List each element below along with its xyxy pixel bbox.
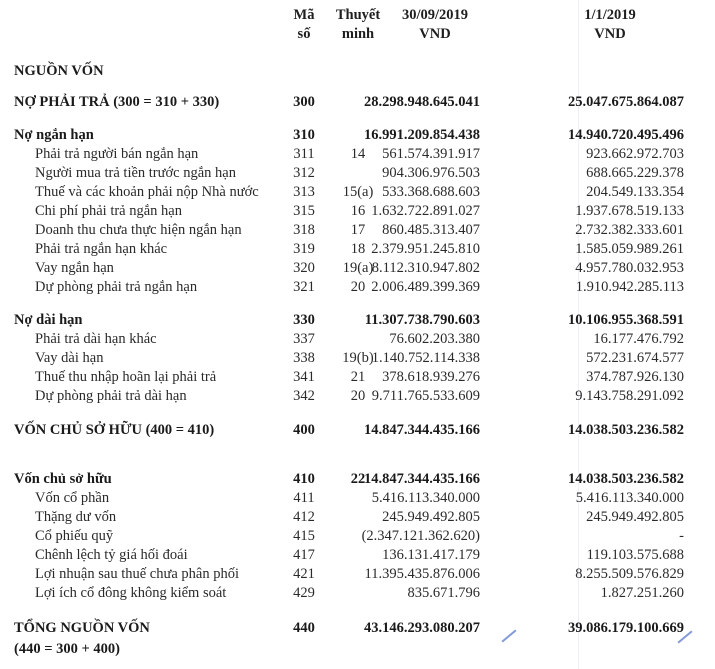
total-formula: (440 = 300 + 400) — [14, 641, 120, 657]
row-label: Cổ phiếu quỹ — [35, 528, 114, 544]
row-value-30-09-2019: 5.416.113.340.000 — [371, 490, 480, 506]
table-row — [0, 584, 715, 603]
row-value-1-1-2019: 1.585.059.989.261 — [575, 241, 684, 257]
row-value-1-1-2019: 14.940.720.495.496 — [568, 127, 684, 143]
row-value-1-1-2019: 688.665.229.378 — [586, 165, 684, 181]
row-code: 313 — [293, 184, 315, 200]
row-code: 320 — [293, 260, 315, 276]
row-value-1-1-2019: 16.177.476.792 — [593, 331, 684, 347]
row-value-1-1-2019: 1.910.942.285.113 — [575, 279, 684, 295]
row-value-1-1-2019: 10.106.955.368.591 — [568, 312, 684, 328]
row-value-1-1-2019: 9.143.758.291.092 — [575, 388, 684, 404]
row-label: NỢ PHẢI TRẢ (300 = 310 + 330) — [14, 94, 220, 110]
row-value-30-09-2019: 2.379.951.245.810 — [371, 241, 480, 257]
row-label: Chi phí phải trả ngắn hạn — [35, 203, 182, 219]
total-formula-row — [0, 640, 715, 659]
row-label: Dự phòng phải trả dài hạn — [35, 388, 187, 404]
row-code: 300 — [293, 94, 315, 110]
row-code: 337 — [293, 331, 315, 347]
row-label: Người mua trả tiền trước ngắn hạn — [35, 165, 236, 181]
row-value-30-09-2019: 835.671.796 — [407, 585, 480, 601]
table-row — [0, 145, 715, 164]
row-label: Chênh lệch tỷ giá hối đoái — [35, 547, 188, 563]
row-value-1-1-2019: 204.549.133.354 — [586, 184, 684, 200]
row-value-1-1-2019: 25.047.675.864.087 — [568, 94, 684, 110]
table-row — [0, 202, 715, 221]
row-value-30-09-2019: (2.347.121.362.620) — [361, 528, 480, 544]
row-value-30-09-2019: 561.574.391.917 — [382, 146, 480, 162]
row-note: 15(a) — [342, 184, 374, 200]
row-code: 440 — [293, 620, 315, 636]
row-label: Lợi ích cổ đông không kiểm soát — [35, 585, 227, 601]
row-value-30-09-2019: 43.146.293.080.207 — [364, 620, 480, 636]
table-row — [0, 221, 715, 240]
row-value-1-1-2019: 8.255.509.576.829 — [575, 566, 684, 582]
row-code: 410 — [293, 471, 315, 487]
row-code: 311 — [293, 146, 315, 162]
row-label: Thặng dư vốn — [35, 509, 117, 525]
row-note: 18 — [350, 241, 366, 257]
row-value-1-1-2019: 923.662.972.703 — [586, 146, 684, 162]
row-code: 319 — [293, 241, 315, 257]
row-label: Vốn cổ phần — [35, 490, 110, 506]
row-label: VỐN CHỦ SỞ HỮU (400 = 410) — [14, 422, 215, 438]
row-note: 19(b) — [342, 350, 374, 366]
row-value-1-1-2019: 572.231.674.577 — [586, 350, 684, 366]
row-note: 14 — [350, 146, 366, 162]
row-code: 310 — [293, 127, 315, 143]
header-note: Thuyết minh — [335, 7, 381, 42]
section-title: NGUỒN VỐN — [14, 63, 104, 79]
row-value-1-1-2019: 245.949.492.805 — [586, 509, 684, 525]
row-label: Vay dài hạn — [35, 350, 104, 366]
table-row — [0, 421, 715, 440]
row-value-1-1-2019: 2.732.382.333.601 — [575, 222, 684, 238]
row-code: 318 — [293, 222, 315, 238]
table-row — [0, 93, 715, 112]
table-row — [0, 368, 715, 387]
row-code: 312 — [293, 165, 315, 181]
row-value-30-09-2019: 14.847.344.435.166 — [364, 471, 480, 487]
row-label: Thuế thu nhập hoãn lại phải trả — [35, 369, 217, 385]
row-label: Nợ ngắn hạn — [14, 127, 94, 143]
row-label: Dự phòng phải trả ngắn hạn — [35, 279, 198, 295]
table-row — [0, 489, 715, 508]
row-value-30-09-2019: 245.949.492.805 — [382, 509, 480, 525]
table-row — [0, 164, 715, 183]
header-col-1-1-2019: 1/1/2019 VND — [584, 7, 636, 42]
row-code: 338 — [293, 350, 315, 366]
row-note: 20 — [350, 388, 366, 404]
row-value-30-09-2019: 378.618.939.276 — [382, 369, 480, 385]
table-row — [0, 259, 715, 278]
row-value-1-1-2019: 5.416.113.340.000 — [575, 490, 684, 506]
row-value-30-09-2019: 1.140.752.114.338 — [371, 350, 480, 366]
row-label: Nợ dài hạn — [14, 312, 83, 328]
table-row — [0, 508, 715, 527]
row-code: 315 — [293, 203, 315, 219]
row-value-1-1-2019: - — [679, 528, 684, 544]
row-value-30-09-2019: 8.112.310.947.802 — [371, 260, 480, 276]
table-row — [0, 278, 715, 297]
row-code: 417 — [293, 547, 315, 563]
row-value-1-1-2019: 39.086.179.100.669 — [568, 620, 684, 636]
row-value-1-1-2019: 374.787.926.130 — [586, 369, 684, 385]
row-value-1-1-2019: 4.957.780.032.953 — [575, 260, 684, 276]
row-value-1-1-2019: 14.038.503.236.582 — [568, 471, 684, 487]
row-value-1-1-2019: 14.038.503.236.582 — [568, 422, 684, 438]
row-code: 330 — [293, 312, 315, 328]
row-code: 321 — [293, 279, 315, 295]
table-row — [0, 387, 715, 406]
row-note: 22 — [350, 471, 366, 487]
table-row — [0, 349, 715, 368]
row-note: 17 — [350, 222, 366, 238]
header-code: Mã số — [293, 7, 315, 42]
row-value-30-09-2019: 2.006.489.399.369 — [371, 279, 480, 295]
row-value-30-09-2019: 11.307.738.790.603 — [364, 312, 480, 328]
row-label: Lợi nhuận sau thuế chưa phân phối — [35, 566, 239, 582]
row-note: 20 — [350, 279, 366, 295]
table-row — [0, 565, 715, 584]
row-label: TỔNG NGUỒN VỐN — [14, 620, 150, 636]
row-value-30-09-2019: 860.485.313.407 — [382, 222, 480, 238]
row-label: Vay ngắn hạn — [35, 260, 114, 276]
row-label: Vốn chủ sở hữu — [14, 471, 112, 487]
row-value-30-09-2019: 9.711.765.533.609 — [371, 388, 480, 404]
row-code: 412 — [293, 509, 315, 525]
row-note: 16 — [350, 203, 366, 219]
row-value-30-09-2019: 28.298.948.645.041 — [364, 94, 480, 110]
table-row — [0, 240, 715, 259]
table-row — [0, 527, 715, 546]
row-code: 429 — [293, 585, 315, 601]
header-col-30-09-2019: 30/09/2019 VND — [401, 7, 469, 42]
row-label: Doanh thu chưa thực hiện ngắn hạn — [35, 222, 242, 238]
row-note: 19(a) — [342, 260, 374, 276]
row-value-1-1-2019: 1.937.678.519.133 — [575, 203, 684, 219]
row-value-30-09-2019: 904.306.976.503 — [382, 165, 480, 181]
row-label: Thuế và các khoản phải nộp Nhà nước — [35, 184, 259, 200]
table-row — [0, 330, 715, 349]
table-row — [0, 183, 715, 202]
row-value-30-09-2019: 14.847.344.435.166 — [364, 422, 480, 438]
row-value-1-1-2019: 1.827.251.260 — [600, 585, 684, 601]
table-row — [0, 470, 715, 489]
row-value-30-09-2019: 76.602.203.380 — [389, 331, 480, 347]
row-value-30-09-2019: 11.395.435.876.006 — [364, 566, 480, 582]
row-value-1-1-2019: 119.103.575.688 — [586, 547, 684, 563]
row-code: 341 — [293, 369, 315, 385]
row-value-30-09-2019: 533.368.688.603 — [382, 184, 480, 200]
row-label: Phải trả người bán ngắn hạn — [35, 146, 199, 162]
section-title-row — [0, 62, 715, 81]
row-label: Phải trả dài hạn khác — [35, 331, 157, 347]
row-value-30-09-2019: 136.131.417.179 — [382, 547, 480, 563]
row-code: 400 — [293, 422, 315, 438]
row-code: 421 — [293, 566, 315, 582]
row-code: 415 — [293, 528, 315, 544]
row-code: 411 — [293, 490, 315, 506]
table-row — [0, 311, 715, 330]
row-value-30-09-2019: 16.991.209.854.438 — [364, 127, 480, 143]
row-code: 342 — [293, 388, 315, 404]
table-row — [0, 546, 715, 565]
table-row — [0, 126, 715, 145]
row-note: 21 — [350, 369, 366, 385]
row-label: Phải trả ngắn hạn khác — [35, 241, 168, 257]
table-row — [0, 619, 715, 638]
row-value-30-09-2019: 1.632.722.891.027 — [371, 203, 480, 219]
